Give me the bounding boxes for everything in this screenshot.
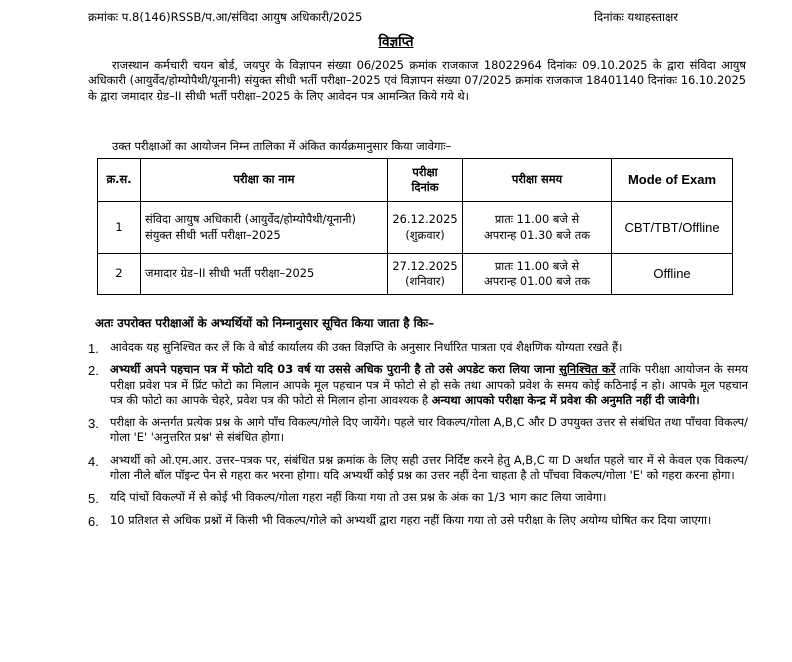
item-text: 10 प्रतिशत से अधिक प्रश्नों में किसी भी विकल्प/गोले को अभ्यर्थी द्वारा गहरा नहीं किया गया तो उसे परीक्षा के लिए अयोग्य घोषित कर दिया जाएगा। bbox=[110, 512, 712, 527]
item-text: यदि पांचों विकल्पों में से कोई भी विकल्प/गोला गहरा नहीं किया गया तो उस प्रश्न के अंक का 1/3 भाग काट लिया जावेगा। bbox=[110, 490, 607, 505]
item-text: परीक्षा के अन्तर्गत प्रत्येक प्रश्न के आगे पाँच विकल्प/गोले दिए जायेंगे। पहले चार विकल्प/गोला A,B,C और D उपयुक्त उत्तर से संबंधित तथा पाँचवा विकल्प/गोला 'E' 'अनुत्तरित प्रश्न' से संबंधित होगा। bbox=[110, 415, 748, 445]
schedule-lead-text: उक्त परीक्षाओं का आयोजन निम्न तालिका में अंकित कार्यक्रमानुसार किया जावेगाः– bbox=[112, 139, 452, 153]
item-text-bold-underline: सुनिश्चित करें bbox=[559, 362, 616, 377]
table-row bbox=[98, 202, 733, 254]
cell-exam-date: 26.12.2025 (शुक्रवार) bbox=[388, 202, 463, 254]
item-text: ताकि परीक्षा आयोजन के समय परीक्षा प्रवेश पत्र में प्रिंट फोटो का मिलान आपके मूल पहचान पत्र में फोटो से हो सके तथा आपको प्रवेश के समय कोई कठिनाई न हो। आपके मूल पहचान पत्र की फोटो का आपके चेहरे, प्रवेश पत्र की फोटो से मिलान होना आवश्यक है bbox=[110, 362, 748, 407]
cell-exam-name: जमादार ग्रेड–II सीधी भर्ती परीक्षा–2025 bbox=[141, 254, 388, 295]
table-header-row bbox=[98, 159, 733, 202]
cell-exam-mode: Offline bbox=[612, 254, 733, 295]
item-number: 6. bbox=[88, 513, 99, 529]
exam-schedule-table bbox=[97, 158, 733, 295]
list-item bbox=[88, 513, 748, 528]
item-text-bold: अभ्यर्थी अपने पहचान पत्र में फोटो यदि 03 वर्ष या उससे अधिक पुरानी है तो उसे अपडेट करा लिया जाना bbox=[110, 362, 560, 377]
cell-sno: 1 bbox=[98, 202, 141, 254]
reference-number: क्रमांकः प.8(146)RSSB/प.आ/संविदा आयुष अधिकारी/2025 bbox=[88, 10, 363, 24]
item-number: 5. bbox=[88, 491, 99, 507]
cell-sno: 2 bbox=[98, 254, 141, 295]
item-text: आवेदक यह सुनिश्चित कर लें कि वे बोर्ड कार्यालय की उक्त विज्ञप्ति के अनुसार निर्धारित पात्रता एवं शैक्षणिक योग्यता रखते हैं। bbox=[110, 340, 623, 354]
col-header-sno: क्र.स. bbox=[98, 159, 141, 202]
list-item bbox=[88, 415, 748, 446]
item-number: 1. bbox=[88, 341, 99, 356]
list-item bbox=[88, 490, 748, 505]
cell-exam-mode: CBT/TBT/Offline bbox=[612, 202, 733, 254]
item-text-bold-warning: अन्यथा आपको परीक्षा केन्द्र में प्रवेश की अनुमति नहीं दी जावेगी। bbox=[431, 392, 700, 407]
col-header-mode: Mode of Exam bbox=[612, 159, 733, 202]
cell-exam-name: संविदा आयुष अधिकारी (आयुर्वेद/होम्योपैथी/यूनानी) संयुक्त सीधी भर्ती परीक्षा–2025 bbox=[141, 202, 388, 254]
notice-heading: अतः उपरोक्त परीक्षाओं के अभ्यर्थियों को निम्नानुसार सूचित किया जाता है किः– bbox=[95, 316, 435, 330]
list-item bbox=[88, 453, 748, 484]
intro-paragraph: राजस्थान कर्मचारी चयन बोर्ड, जयपुर के विज्ञापन संख्या 06/2025 क्रमांक राजकाज 18022964 दिनांकः 09.10.2025 के द्वारा संविदा आयुष अधिकारी (आयुर्वेद/होम्योपैथी/यूनानी) संयुक्त सीधी भर्ती परीक्षा–2025 एवं विज्ञापन संख्या 07/2025 क्रमांक राजकाज 18401140 दिनांकः 16.10.2025 के द्वारा जमादार ग्रेड–II सीधी भर्ती परीक्षा–2025 के लिए आवेदन पत्र आमन्त्रित किये गये थे। bbox=[88, 58, 746, 103]
list-item bbox=[88, 362, 748, 408]
item-text: अभ्यर्थी को ओ.एम.आर. उत्तर–पत्रक पर, संबंधित प्रश्न क्रमांक के लिए सही उत्तर निर्दिष्ट करने हेतु A,B,C या D अर्थात पहले चार में से केवल एक विकल्प/गोला नीले बॉल पॉइन्ट पेन से गहरा कर भरना होगा। यदि अभ्यर्थी कोई प्रश्न का उत्तर नहीं देना चाहता है तो पाँचवा विकल्प/गोला 'E' को गहरा करना होगा। bbox=[110, 452, 748, 482]
col-header-exam-name: परीक्षा का नाम bbox=[141, 159, 388, 202]
page-title: विज्ञप्ति bbox=[378, 34, 414, 50]
instruction-list bbox=[88, 340, 748, 535]
cell-exam-time: प्रातः 11.00 बजे से अपरान्ह 01.00 बजे तक bbox=[463, 254, 612, 295]
cell-exam-date: 27.12.2025 (शनिवार) bbox=[388, 254, 463, 295]
col-header-exam-time: परीक्षा समय bbox=[463, 159, 612, 202]
item-number: 2. bbox=[88, 363, 99, 379]
list-item bbox=[88, 340, 748, 355]
cell-exam-time: प्रातः 11.00 बजे से अपरान्ह 01.30 बजे तक bbox=[463, 202, 612, 254]
item-number: 4. bbox=[88, 453, 99, 469]
col-header-exam-date: परीक्षा दिनांक bbox=[388, 159, 463, 202]
issue-date: दिनांकः यथाहस्ताक्षर bbox=[594, 10, 678, 24]
item-number: 3. bbox=[88, 416, 99, 432]
table-row bbox=[98, 254, 733, 295]
document-header bbox=[88, 10, 752, 28]
